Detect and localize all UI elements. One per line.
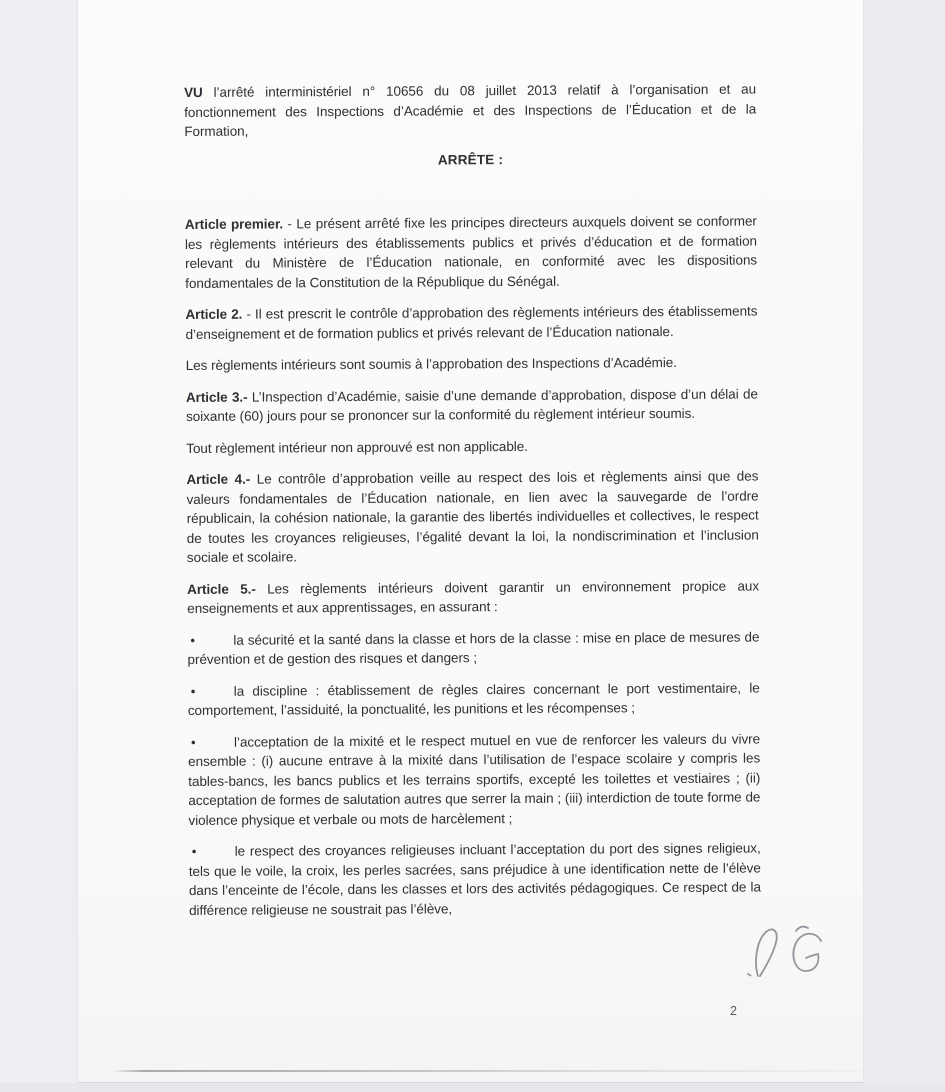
scanner-background-bottom: [0, 1083, 945, 1092]
document-content: [184, 80, 761, 932]
scanner-background-right: [863, 0, 945, 1092]
paragraph-text: l’acceptation de la mixité et le respect mutuel en vue de renforcer les valeurs du vivre ensemble : (i) aucune entrave à la mixité dans l’utilisation de l’espace scolaire y compris les tables-bancs, les bancs publics et les terrains sportifs, excepté les toilettes et vestiaires ; (ii) acceptation de formes de salutation autres que serrer la main ; (iii) interdiction de toute forme de violence physique et verbale ou mots de harcèlement ;: [188, 730, 761, 828]
paragraph-text: - Le présent arrêté fixe les principes directeurs auxquels doivent se conformer les règlements intérieurs des établissements publics et privés d’éducation et de formation relevant du Ministère de l’Éducation nationale, en conformité avec les dispositions fondamentales de la Constitution de la République du Sénégal.: [184, 213, 758, 291]
bullet-icon: •: [191, 843, 197, 859]
bullet-item: [188, 678, 760, 720]
paragraph-text: la sécurité et la santé dans la classe et hors de la classe : mise en place de mesures de prévention et de gestion des risques et dangers ;: [187, 628, 760, 667]
paragraph-label: Article premier.: [184, 216, 284, 232]
paragraph-label: Article 4.-: [186, 471, 251, 487]
page-number: 2: [730, 1004, 737, 1018]
paragraph-text: ARRÊTE :: [437, 151, 504, 167]
paragraph-label: Article 5.-: [187, 581, 256, 597]
paragraph-text: la discipline : établissement de règles claires concernant le port vestimentaire, le comportement, l’assiduité, la ponctualité, les punitions et les récompenses ;: [187, 679, 760, 718]
paragraph: [186, 466, 759, 567]
handwritten-initials: [744, 918, 844, 990]
paragraph: [187, 576, 759, 618]
paragraph: [184, 80, 756, 142]
bullet-icon: •: [190, 683, 196, 699]
paragraph: [186, 435, 758, 458]
paragraph-text: - Il est prescrit le contrôle d’approbation des règlements intérieurs des établissements d’enseignement et de formation publics et privés relevant de l’Éducation nationale.: [185, 303, 758, 342]
scanner-background-left: [0, 0, 78, 1092]
paragraph: [185, 212, 757, 293]
bullet-icon: •: [190, 632, 196, 648]
bullet-item: [187, 627, 759, 669]
paragraph-text: l’arrêté interministériel n° 10656 du 08 juillet 2013 relatif à l’organisation et au fonctionnement des Inspections d’Académie et des Inspections de l’Éducation et de la Formation,: [184, 81, 757, 139]
bullet-item: [188, 729, 761, 830]
paragraph: [186, 353, 758, 376]
paragraph-text: Tout règlement intérieur non approuvé est non applicable.: [186, 438, 528, 456]
paragraph-text: Le contrôle d’approbation veille au respect des lois et règlements ainsi que des valeurs fondamentales de l’Éducation nationale, en lien avec la sauvegarde de l’ordre républicain, la cohésion nationale, la garantie des libertés individuelles et collectives, le respect de toutes les croyances religieuses, l’égalité devant la loi, la nondiscrimination et l’inclusion sociale et scolaire.: [186, 468, 759, 565]
bullet-item: [189, 838, 761, 919]
paragraph-label: Article 2.: [185, 306, 243, 322]
paragraph-text: L’Inspection d’Académie, saisie d’une demande d’approbation, dispose d’un délai de soixante (60) jours pour se prononcer sur la conformité du règlement intérieur soumis.: [185, 386, 758, 424]
paragraph-text: Les règlements intérieurs doivent garantir un environnement propice aux enseignements et aux apprentissages, en assurant :: [187, 577, 760, 616]
paragraph: [186, 384, 758, 426]
document-heading: [184, 148, 756, 171]
paragraph-label: VU: [184, 84, 203, 100]
scan-artifact-line: [112, 1070, 860, 1072]
bullet-icon: •: [190, 734, 196, 750]
paragraph-text: Les règlements intérieurs sont soumis à l’approbation des Inspections d’Académie.: [185, 354, 677, 373]
document-page: [78, 0, 863, 1083]
paragraph-label: Article 3.-: [185, 389, 248, 405]
paragraph-text: le respect des croyances religieuses incluant l’acceptation du port des signes religieux, tels que le voile, la croix, les perles sacrées, sans préjudice à une identification nette de l’élève dans l’enceinte de l’école, dans les classes et lors des activités pédagogiques. Ce respect de la différence religieuse ne soustrait pas l’élève,: [188, 840, 761, 918]
paragraph: [185, 302, 757, 344]
